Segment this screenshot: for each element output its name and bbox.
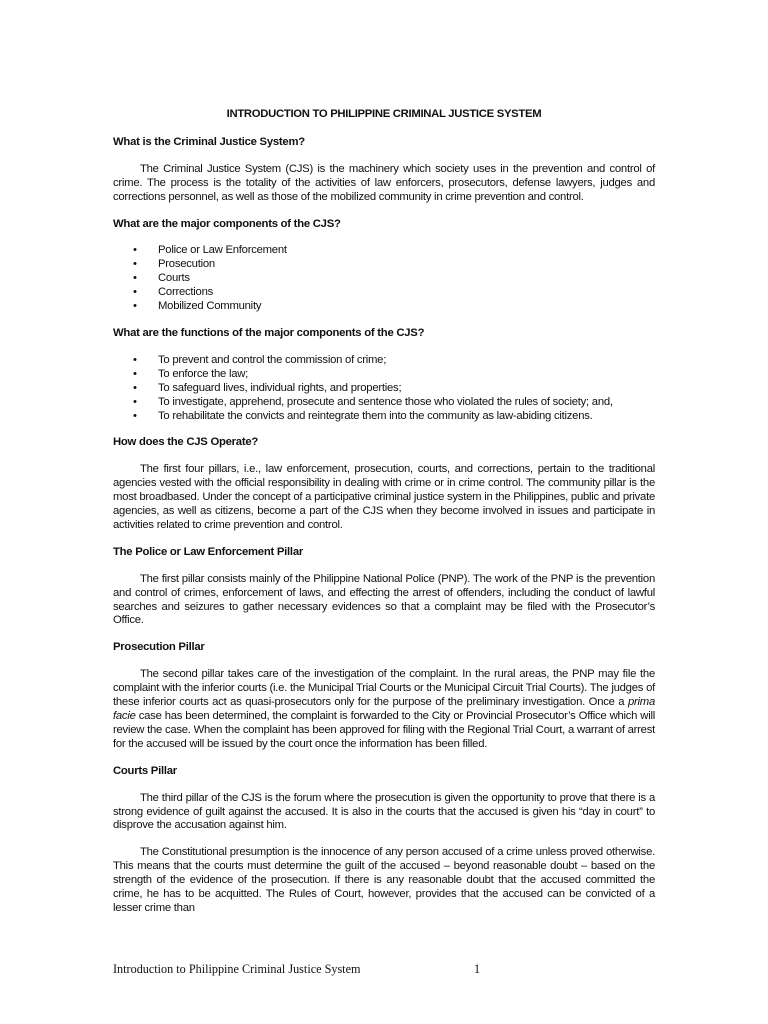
bullet-icon: • — [133, 381, 137, 394]
question-heading-components: What are the major components of the CJS? — [113, 217, 341, 230]
section-heading-courts: Courts Pillar — [113, 764, 177, 777]
list-item — [113, 410, 655, 424]
list-item-text: Police or Law Enforcement — [158, 244, 287, 257]
bullet-icon: • — [133, 367, 137, 380]
bullet-icon: • — [133, 353, 137, 366]
paragraph-cjs-definition: The Criminal Justice System (CJS) is the machinery which society uses in the prevention and control of crime. The process is the totality of the activities of law enforcers, prosecutors, defense lawyers, judges and corrections personnel, as well as those of the mobilized community in crime prevention and control. — [113, 162, 655, 203]
document-page — [113, 108, 655, 929]
list-item-text: To enforce the law; — [158, 367, 249, 380]
bullet-icon: • — [133, 286, 137, 299]
page-number: 1 — [474, 962, 481, 976]
list-item — [113, 272, 655, 286]
list-item — [113, 244, 655, 258]
list-item — [113, 368, 655, 382]
list-item-text: Mobilized Community — [158, 300, 262, 313]
list-item — [113, 382, 655, 396]
paragraph-courts-pillar: The third pillar of the CJS is the forum where the prosecution is given the opportunity to prove that there is a strong evidence of guilt against the accused. It is also in the courts that the accused is given his “day in court” to disprove the accusation against him. — [113, 791, 655, 832]
question-heading-functions: What are the functions of the major components of the CJS? — [113, 326, 425, 339]
paragraph-cjs-operation: The first four pillars, i.e., law enforcement, prosecution, courts, and corrections, pertain to the traditional agencies vested with the official responsibility in dealing with crime or in crime control. The community pillar is the most broadbased. Under the concept of a participative criminal justice system in the Philippines, public and private agencies, as well as citizens, become a part of the CJS when they become involved in issues and participate in activities related to crime prevention and control. — [113, 463, 655, 531]
question-heading-operation: How does the CJS Operate? — [113, 436, 259, 449]
functions-list — [113, 354, 655, 424]
list-item — [113, 396, 655, 410]
latin-term: prima facie — [113, 696, 655, 722]
bullet-icon: • — [133, 409, 137, 422]
list-item — [113, 354, 655, 368]
bullet-icon: • — [133, 272, 137, 285]
list-item — [113, 286, 655, 300]
paragraph-prosecution-pillar — [113, 668, 655, 751]
list-item-text: Prosecution — [158, 258, 215, 271]
list-item-text: Corrections — [158, 286, 214, 299]
list-item-text: To safeguard lives, individual rights, and properties; — [158, 381, 402, 394]
question-heading-what-is-cjs: What is the Criminal Justice System? — [113, 135, 305, 148]
document-title: INTRODUCTION TO PHILIPPINE CRIMINAL JUSTICE SYSTEM — [226, 108, 542, 120]
list-item-text: To rehabilitate the convicts and reintegrate them into the community as law-abiding citizens. — [158, 409, 593, 422]
paragraph-presumption-of-innocence: The Constitutional presumption is the innocence of any person accused of a crime unless proved otherwise. This means that the courts must determine the guilt of the accused – beyond reasonable doubt – based on the strength of the evidence of the prosecution. If there is any reasonable doubt that the accused committed the crime, he has to be acquitted. The Rules of Court, however, provides that the accused can be convicted of a lesser crime than — [113, 846, 655, 914]
list-item-text: To investigate, apprehend, prosecute and sentence those who violated the rules of society; and, — [158, 395, 613, 408]
bullet-icon: • — [133, 395, 137, 408]
list-item — [113, 258, 655, 272]
bullet-icon: • — [133, 300, 137, 313]
footer-title: Introduction to Philippine Criminal Justice System — [113, 962, 361, 976]
section-heading-prosecution: Prosecution Pillar — [113, 641, 205, 654]
list-item — [113, 300, 655, 314]
bullet-icon: • — [133, 244, 137, 257]
paragraph-police-pillar: The first pillar consists mainly of the Philippine National Police (PNP). The work of the PNP is the prevention and control of crimes, enforcement of laws, and effecting the arrest of offenders, including the conduct of lawful searches and seizures to gather necessary evidences so that a complaint may be filed with the Prosecutor’s Office. — [113, 572, 655, 627]
paragraph-text: case has been determined, the complaint is forwarded to the City or Provincial Prosecutor’s Office which will review the case. When the complaint has been approved for filing with the Regional Trial Court, a warrant of arrest for the accused will be issued by the court once the information has been filled. — [113, 710, 655, 750]
list-item-text: Courts — [158, 272, 190, 285]
bullet-icon: • — [133, 258, 137, 271]
paragraph-text: The second pillar takes care of the investigation of the complaint. In the rural areas, the PNP may file the complaint with the inferior courts (i.e. the Municipal Trial Courts or the Municipal Circuit Trial Courts). The judges of these inferior courts act as quasi-prosecutors only for the purpose of the preliminary investigation. Once a — [113, 668, 655, 709]
list-item-text: To prevent and control the commission of crime; — [158, 353, 387, 366]
components-list — [113, 244, 655, 314]
section-heading-police: The Police or Law Enforcement Pillar — [113, 545, 304, 558]
